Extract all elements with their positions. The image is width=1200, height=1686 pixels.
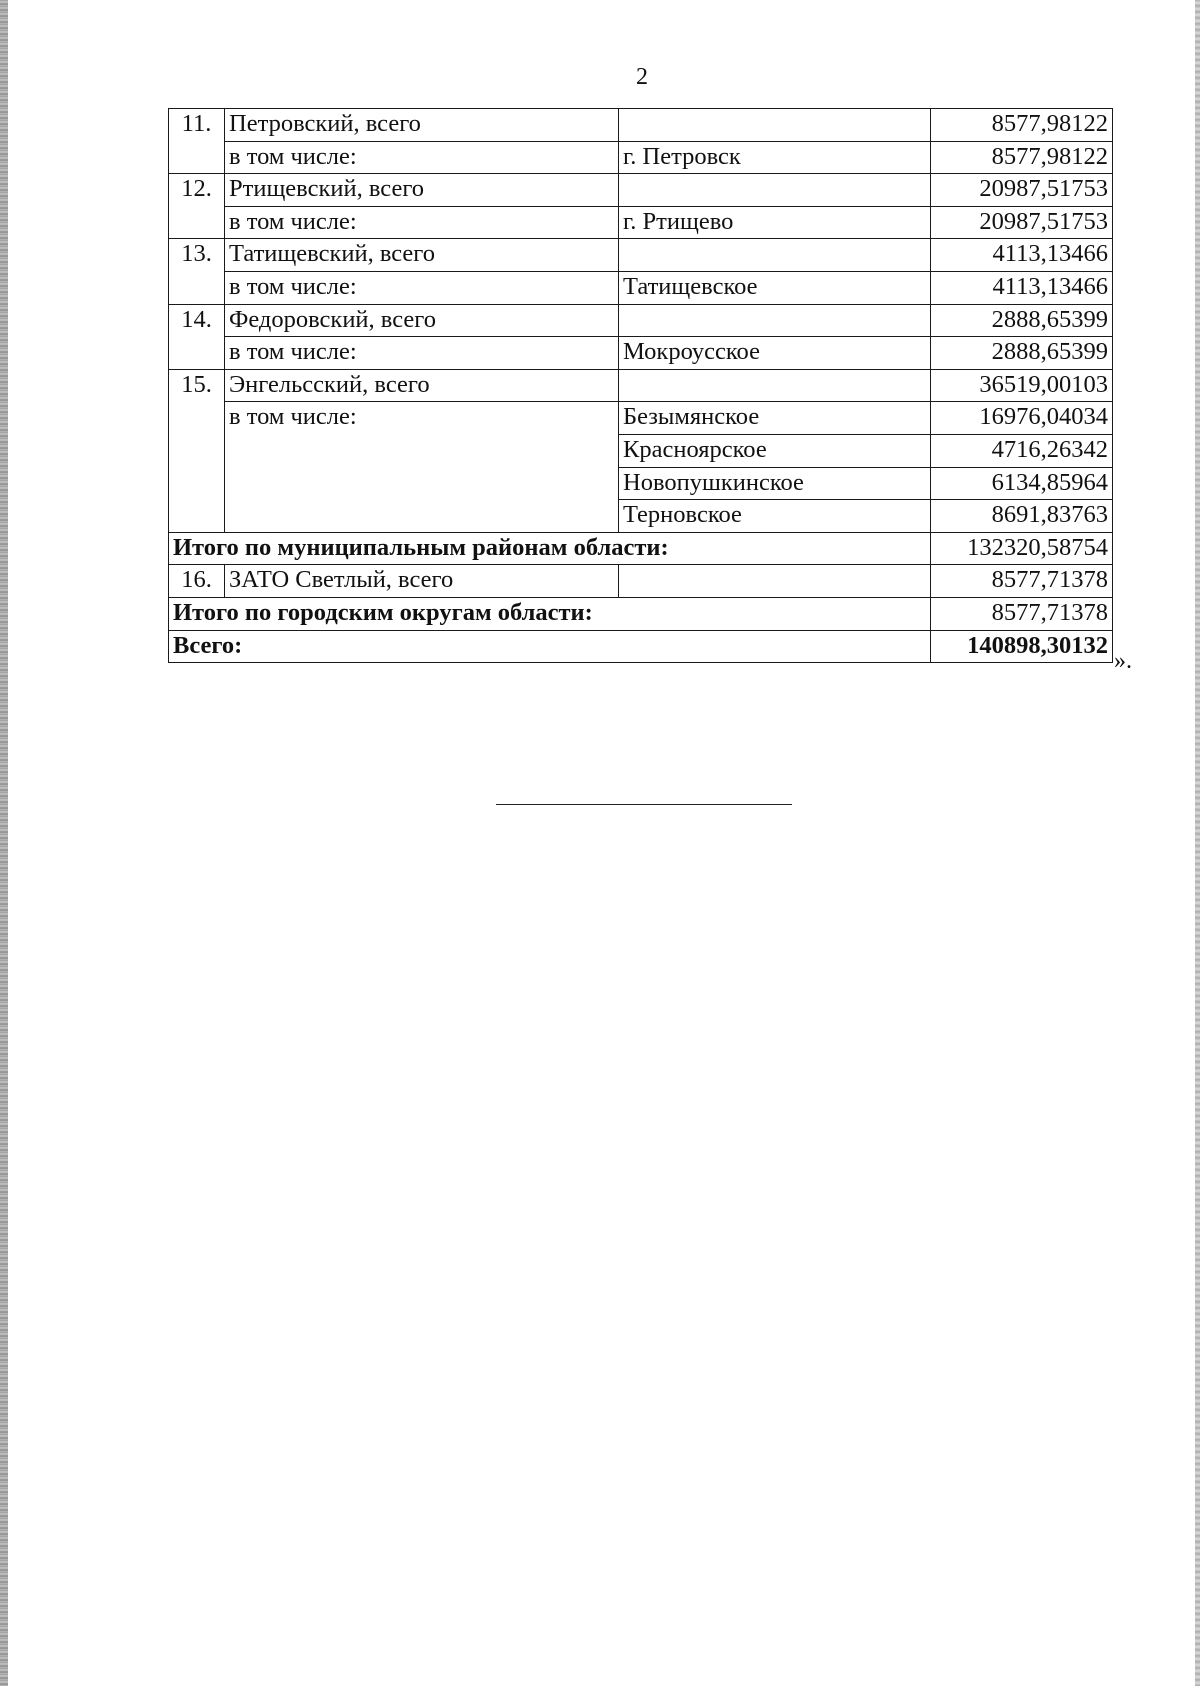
including-label: в том числе: — [225, 141, 619, 174]
total-label: Итого по городским округам области: — [169, 597, 931, 630]
closing-quote: ». — [1114, 648, 1132, 674]
amount-cell: 6134,85964 — [931, 467, 1113, 500]
table-row — [169, 141, 1113, 174]
settlement-name — [619, 239, 931, 272]
row-number: 13. — [169, 239, 225, 304]
table-row — [169, 109, 1113, 142]
page-number: 2 — [636, 64, 648, 90]
table-row — [169, 239, 1113, 272]
grand-total-amount: 140898,30132 — [931, 630, 1113, 663]
district-name: Энгельсский, всего — [225, 369, 619, 402]
grand-total-label: Всего: — [169, 630, 931, 663]
table-row — [169, 304, 1113, 337]
settlement-name — [619, 369, 931, 402]
amount-cell: 2888,65399 — [931, 304, 1113, 337]
row-number: 16. — [169, 565, 225, 598]
table-row — [169, 402, 1113, 435]
table-row — [169, 369, 1113, 402]
district-name: Ртищевский, всего — [225, 174, 619, 207]
settlement-name: г. Петровск — [619, 141, 931, 174]
row-number: 15. — [169, 369, 225, 532]
end-of-document-line — [496, 804, 792, 805]
settlement-name: Татищевское — [619, 271, 931, 304]
grand-total-row — [169, 630, 1113, 663]
row-number: 14. — [169, 304, 225, 369]
settlement-name: г. Ртищево — [619, 206, 931, 239]
amount-cell: 2888,65399 — [931, 337, 1113, 370]
total-districts-row — [169, 532, 1113, 565]
table-row — [169, 174, 1113, 207]
row-number: 12. — [169, 174, 225, 239]
district-name: Федоровский, всего — [225, 304, 619, 337]
settlement-name — [619, 565, 931, 598]
table-row — [169, 271, 1113, 304]
table-row — [169, 337, 1113, 370]
settlement-name: Безымянское — [619, 402, 931, 435]
total-okrugs-row — [169, 597, 1113, 630]
amount-cell: 4113,13466 — [931, 239, 1113, 272]
amount-cell: 20987,51753 — [931, 174, 1113, 207]
table-row — [169, 206, 1113, 239]
district-name: Татищевский, всего — [225, 239, 619, 272]
including-label: в том числе: — [225, 206, 619, 239]
amount-cell: 8691,83763 — [931, 500, 1113, 533]
amount-cell: 16976,04034 — [931, 402, 1113, 435]
amount-cell: 8577,71378 — [931, 565, 1113, 598]
total-amount: 132320,58754 — [931, 532, 1113, 565]
including-label: в том числе: — [225, 271, 619, 304]
amount-cell: 4113,13466 — [931, 271, 1113, 304]
amount-cell: 36519,00103 — [931, 369, 1113, 402]
total-label: Итого по муниципальным районам области: — [169, 532, 931, 565]
scan-edge-right — [1195, 0, 1200, 1686]
total-amount: 8577,71378 — [931, 597, 1113, 630]
amount-cell: 8577,98122 — [931, 141, 1113, 174]
budget-allocation-table — [168, 108, 1113, 663]
scan-edge-left — [0, 0, 8, 1686]
including-label: в том числе: — [225, 337, 619, 370]
row-number: 11. — [169, 109, 225, 174]
district-name: ЗАТО Светлый, всего — [225, 565, 619, 598]
settlement-name: Красноярское — [619, 434, 931, 467]
amount-cell: 4716,26342 — [931, 434, 1113, 467]
settlement-name — [619, 174, 931, 207]
district-name: Петровский, всего — [225, 109, 619, 142]
including-label: в том числе: — [225, 402, 619, 532]
settlement-name: Новопушкинское — [619, 467, 931, 500]
settlement-name: Терновское — [619, 500, 931, 533]
settlement-name — [619, 304, 931, 337]
amount-cell: 8577,98122 — [931, 109, 1113, 142]
amount-cell: 20987,51753 — [931, 206, 1113, 239]
settlement-name — [619, 109, 931, 142]
table-row — [169, 565, 1113, 598]
settlement-name: Мокроусское — [619, 337, 931, 370]
